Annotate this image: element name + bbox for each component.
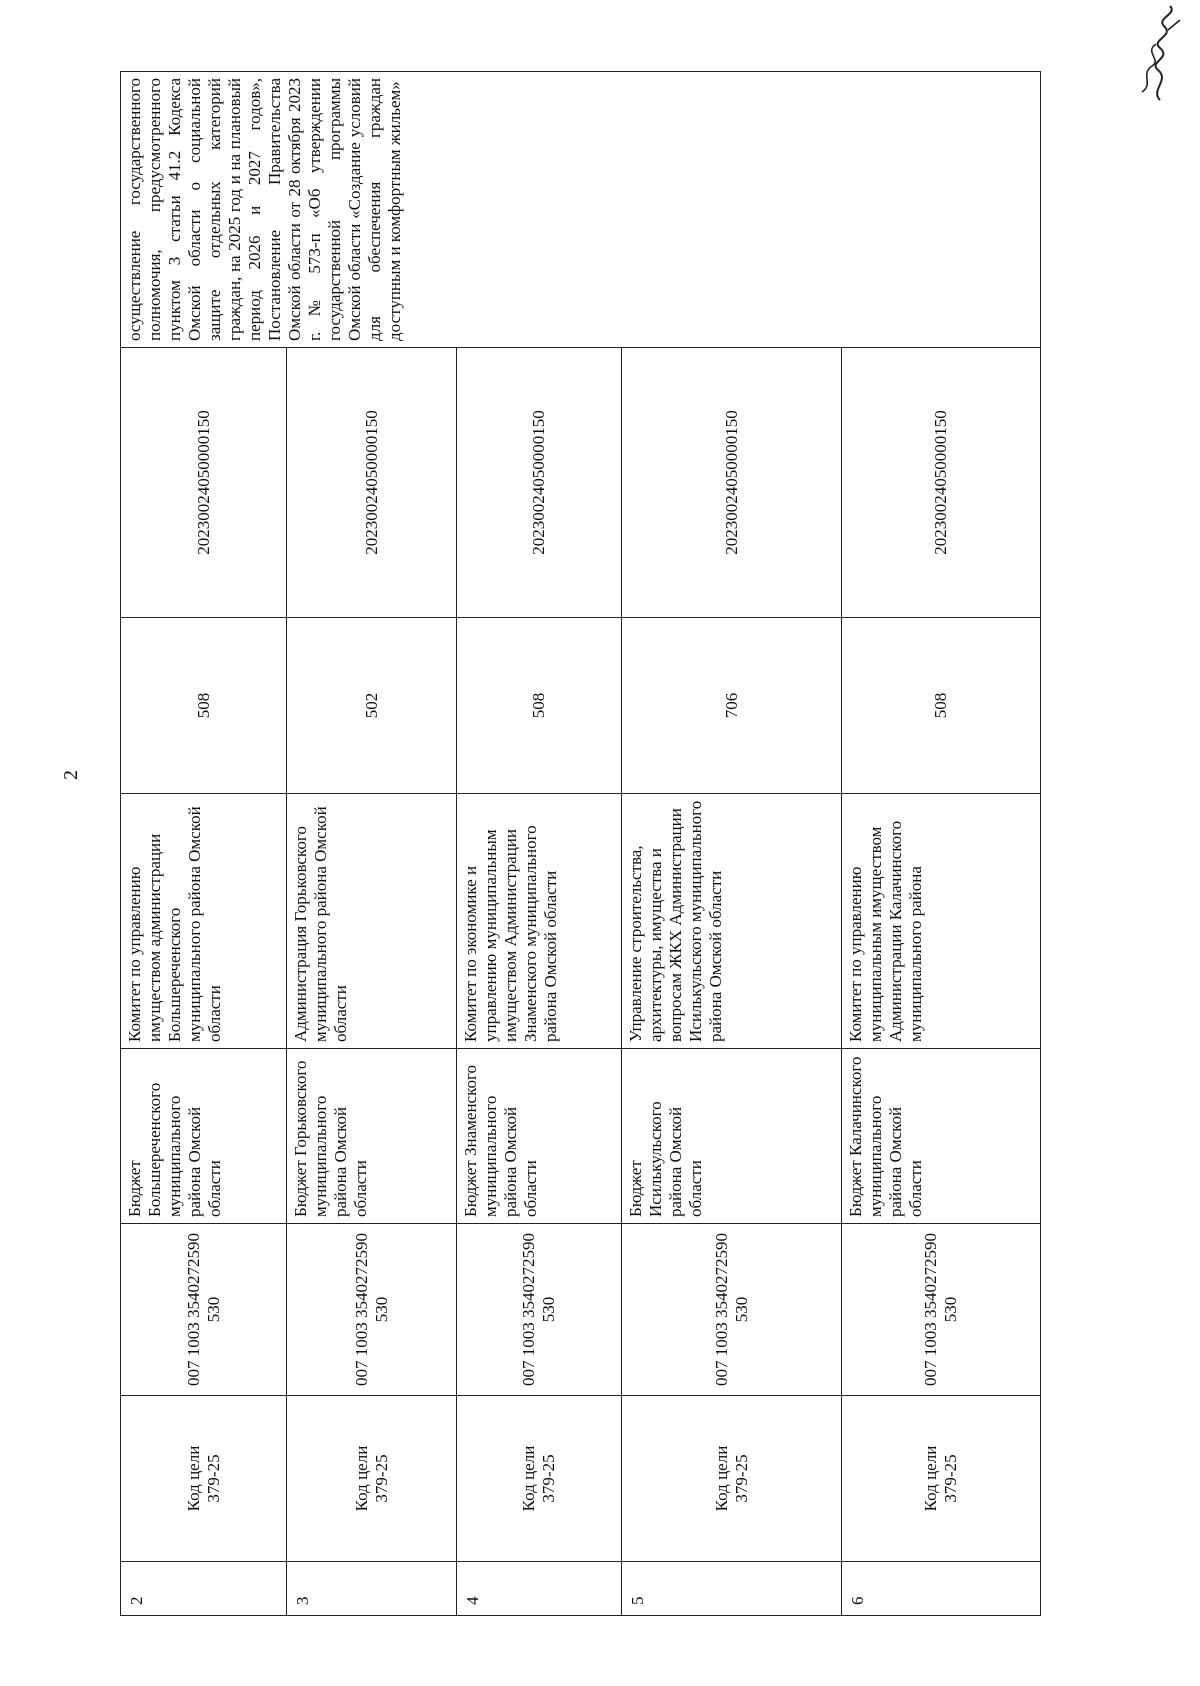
row-number: 5 xyxy=(622,1562,842,1616)
row-number: 3 xyxy=(287,1562,457,1616)
kbk-cell: 007 1003 3540272590 530 xyxy=(457,1224,622,1396)
budget-cell: Бюджет Исилькульского района Омской области xyxy=(622,1049,842,1224)
goal-cell xyxy=(287,1396,457,1562)
grbs-cell: 508 xyxy=(121,618,287,794)
row-number: 2 xyxy=(121,1562,287,1616)
table-row xyxy=(121,72,287,1616)
goal-cell xyxy=(121,1396,287,1562)
revenue-code-cell: 20230024050000150 xyxy=(457,348,622,618)
handwritten-signature xyxy=(1120,0,1190,110)
revenue-code-cell: 20230024050000150 xyxy=(622,348,842,618)
kbk-cell: 007 1003 3540272590 530 xyxy=(622,1224,842,1396)
admin-cell: Комитет по управлению муниципальным имуществом Администрации Калачинского муниципального района xyxy=(842,794,1041,1049)
row-number: 4 xyxy=(457,1562,622,1616)
revenue-code-cell: 20230024050000150 xyxy=(842,348,1041,618)
page-number: 2 xyxy=(60,770,82,780)
revenue-code-cell: 20230024050000150 xyxy=(287,348,457,618)
legal-basis-cell: осуществление государственного полномочия, предусмотренного пунктом 3 статьи 41.2 Кодекса Омской области о социальной защите отдельных категорий граждан, на 2025 год и на плановый период 2026 и 2027 годов», Постановление Правительства Омской области от 28 октября 2023 г. № 573-п «Об утверждении государственной программы Омской области «Создание условий для обеспечения граждан доступным и комфортным жильем» xyxy=(121,72,1041,348)
row-number: 6 xyxy=(842,1562,1041,1616)
goal-label: Код цели xyxy=(921,1445,940,1512)
grbs-cell: 706 xyxy=(622,618,842,794)
budget-cell: Бюджет Калачинского муниципального района Омской области xyxy=(842,1049,1041,1224)
goal-cell xyxy=(842,1396,1041,1562)
goal-code: 379-25 xyxy=(941,1454,960,1503)
admin-cell: Администрация Горьковского муниципального района Омской области xyxy=(287,794,457,1049)
goal-code: 379-25 xyxy=(731,1454,751,1503)
budget-cell: Бюджет Знаменского муниципального района Омской области xyxy=(457,1049,622,1224)
goal-label: Код цели xyxy=(351,1445,371,1512)
grbs-cell: 508 xyxy=(842,618,1041,794)
kbk-cell: 007 1003 3540272590 530 xyxy=(287,1224,457,1396)
goal-label: Код цели xyxy=(183,1445,203,1512)
goal-cell xyxy=(622,1396,842,1562)
grbs-cell: 508 xyxy=(457,618,622,794)
rotated-table-container xyxy=(120,72,1040,1616)
goal-label: Код цели xyxy=(519,1445,538,1512)
admin-cell: Комитет по управлению имуществом администрации Большереченского муниципального района Омской области xyxy=(121,794,287,1049)
goal-code: 379-25 xyxy=(539,1454,558,1503)
goal-code: 379-25 xyxy=(371,1454,391,1503)
goal-label: Код цели xyxy=(711,1445,731,1512)
budget-cell: Бюджет Большереченского муниципального района Омской области xyxy=(121,1049,287,1224)
revenue-code-cell: 20230024050000150 xyxy=(121,348,287,618)
grbs-cell: 502 xyxy=(287,618,457,794)
goal-cell xyxy=(457,1396,622,1562)
admin-cell: Комитет по экономике и управлению муниципальным имуществом Администрации Знаменского муниципального района Омской области xyxy=(457,794,622,1049)
goal-code: 379-25 xyxy=(203,1454,223,1503)
kbk-cell: 007 1003 3540272590 530 xyxy=(842,1224,1041,1396)
admin-cell: Управление строительства, архитектуры, имущества и вопросам ЖКХ Администрации Исилькульского муниципального района Омской области xyxy=(622,794,842,1049)
kbk-cell: 007 1003 3540272590 530 xyxy=(121,1224,287,1396)
data-table xyxy=(120,71,1041,1616)
budget-cell: Бюджет Горьковского муниципального района Омской области xyxy=(287,1049,457,1224)
